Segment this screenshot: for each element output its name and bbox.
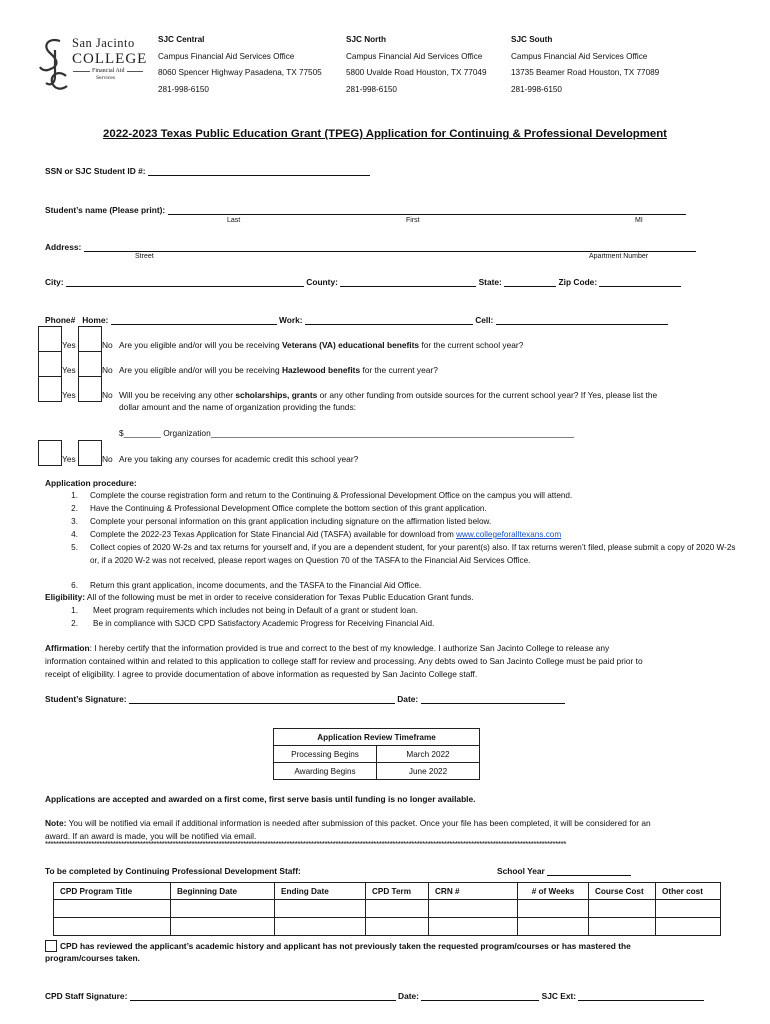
q2-yes-checkbox[interactable] [38,351,62,377]
staff-signature-label: CPD Staff Signature: [45,991,128,1001]
street-sublabel: Street [135,253,154,260]
student-date-input[interactable] [421,694,565,704]
campus-north [346,33,487,97]
table-header-row [54,883,721,900]
campus-south [511,33,659,97]
campus-phone: 281-998-6150 [346,84,397,94]
campus-name: SJC North [346,35,387,44]
q3-text: Will you be receiving any other scholarships, grants or any other funding from outside sources for the current school year? If Yes, please list the [119,390,658,400]
signature-label: Student’s Signature: [45,694,127,704]
address-field[interactable] [45,242,696,252]
q1-yes-checkbox[interactable] [38,326,62,352]
timeframe-value: June 2022 [377,763,480,780]
cpd-review-checkbox[interactable] [45,940,57,952]
timeframe-title: Application Review Timeframe [274,729,480,746]
student-signature-row [45,694,565,704]
zip-label: Zip Code: [558,277,598,287]
q3-yes-checkbox[interactable] [38,376,62,402]
staff-date-input[interactable] [421,991,539,1001]
q2-text: Are you eligible and/or will you be receiving Hazlewood benefits for the current year? [119,365,438,375]
q4-yes-label: Yes [62,454,76,464]
column-header: Other cost [656,883,721,900]
q2-no-label: No [102,365,113,375]
q1-yes-label: Yes [62,340,76,350]
staff-signature-input[interactable] [130,991,396,1001]
review-timeframe-table [273,728,480,780]
staff-date-label: Date: [398,991,419,1001]
home-phone-input[interactable] [111,315,277,325]
city-input[interactable] [66,277,304,287]
cpd-review-text-line2: program/courses taken. [45,953,140,963]
q2-no-checkbox[interactable] [78,351,102,377]
logo-line2: COLLEGE [72,51,148,67]
eligibility-line: Eligibility: All of the following must be met in order to receive consideration for Texas Public Education Grant funds. [45,592,474,602]
city-row [45,277,681,287]
ssn-field[interactable] [45,166,370,176]
phone-row [45,315,668,325]
timeframe-value: March 2022 [377,746,480,763]
timeframe-label: Processing Begins [274,746,377,763]
city-label: City: [45,277,64,287]
tasfa-link[interactable]: www.collegeforalltexans.com [456,530,562,539]
first-name-sublabel: First [406,217,420,224]
logo-line4: Services [96,75,115,81]
campus-address: 5800 Uvalde Road Houston, TX 77049 [346,68,487,77]
school-year-label: School Year [497,866,545,876]
q1-no-label: No [102,340,113,350]
logo-line3: Financial Aid [92,68,125,74]
campus-address: 8060 Spencer Highway Pasadena, TX 77505 [158,68,322,77]
work-label: Work: [278,315,303,325]
affirmation-line1: Affirmation: I hereby certify that the information provided is true and correct to the best of my knowledge. I authorize San Jacinto College to release any [45,643,610,653]
state-input[interactable] [504,277,556,287]
column-header: CPD Program Title [54,883,171,900]
table-row[interactable] [54,900,721,918]
campus-name: SJC South [511,35,553,44]
campus-phone: 281-998-6150 [511,84,562,94]
college-logo [38,34,153,94]
column-header: # of Weeks [518,883,589,900]
campus-office: Campus Financial Aid Services Office [511,51,648,61]
campus-address: 13735 Beamer Road Houston, TX 77089 [511,68,660,77]
affirmation-line2: information contained within and related to this application to college staff for review and processing. Any debts owed to San Jacinto College must be paid prior to [45,656,643,666]
zip-input[interactable] [599,277,681,287]
q4-yes-checkbox[interactable] [38,440,62,466]
first-come-notice: Applications are accepted and awarded on a first come, first serve basis until funding is no longer available. [45,794,476,804]
procedure-heading: Application procedure: [45,478,137,488]
campus-name: SJC Central [158,35,205,44]
page-title: 2022-2023 Texas Public Education Grant (TPEG) Application for Continuing & Professional Development [103,128,667,140]
q3-no-checkbox[interactable] [78,376,102,402]
q2-yes-label: Yes [62,365,76,375]
q3-no-label: No [102,390,113,400]
campus-office: Campus Financial Aid Services Office [346,51,483,61]
q4-no-label: No [102,454,113,464]
cell-phone-input[interactable] [496,315,668,325]
campus-central [158,33,322,97]
student-name-field[interactable] [45,205,686,215]
divider-asterisks: ************************************************************************************************************************************************************************************************ [45,840,566,849]
timeframe-label: Awarding Begins [274,763,377,780]
funding-organization-field[interactable]: $________ Organization______________________________________________________________________________ [119,428,575,438]
staff-signature-row [45,991,704,1001]
apt-sublabel: Apartment Number [589,253,649,260]
mi-sublabel: MI [635,217,643,224]
signature-date-label: Date: [397,694,419,704]
column-header: Beginning Date [171,883,275,900]
q4-no-checkbox[interactable] [78,440,102,466]
column-header: CRN # [429,883,518,900]
ssn-label: SSN or SJC Student ID #: [45,166,146,176]
student-name-label: Student’s name (Please print): [45,205,166,215]
table-row[interactable] [54,918,721,936]
home-label: Home: [82,315,109,325]
affirmation-line3: receipt of eligibility. I agree to provide documentation of above information as requested by San Jacinto College staff. [45,669,478,679]
q1-text: Are you eligible and/or will you be receiving Veterans (VA) educational benefits for the current school year? [119,340,524,350]
cell-label: Cell: [475,315,494,325]
procedure-step: 5. Collect copies of 2020 W-2s and tax returns for yourself and, if you are a dependent student, for your parent(s) also. If tax returns weren’t filed, please submit a copy of 2020 W-2s or, if a 2020 W-2 was not received, please report wages on Question 70 of the TASFA to the Financial Aid Services Office. [71,543,736,565]
column-header: Ending Date [275,883,366,900]
q4-text: Are you taking any courses for academic credit this school year? [119,454,359,464]
column-header: CPD Term [366,883,429,900]
cpd-staff-table [53,882,721,936]
sjc-ext-label: SJC Ext: [541,991,577,1001]
q3-yes-label: Yes [62,390,76,400]
sjc-ext-input[interactable] [578,991,704,1001]
campus-phone: 281-998-6150 [158,84,209,94]
county-label: County: [306,277,338,287]
county-input[interactable] [340,277,476,287]
campus-office: Campus Financial Aid Services Office [158,51,295,61]
student-signature-input[interactable] [129,694,395,704]
q3-text-line2: dollar amount and the name of organization providing the funds: [119,402,356,412]
sjc-monogram-icon [38,36,70,94]
note-line1: Note: You will be notified via email if additional information is needed after submission of this packet. Once your file has been completed, it will be considered for an [45,818,651,828]
column-header: Course Cost [589,883,656,900]
logo-line1: San Jacinto [72,36,135,50]
last-name-sublabel: Last [227,217,241,224]
q1-no-checkbox[interactable] [78,326,102,352]
staff-heading: To be completed by Continuing Professional Development Staff: [45,866,301,876]
address-label: Address: [45,242,82,252]
cpd-review-text: CPD has reviewed the applicant’s academic history and applicant has not previously taken the requested program/courses or has mastered the [60,941,631,951]
phone-label: Phone# [45,315,76,325]
school-year-field[interactable] [497,866,631,876]
note-line2: award. If an award is made, you will be notified via email. [45,831,257,841]
work-phone-input[interactable] [305,315,473,325]
state-label: State: [478,277,502,287]
